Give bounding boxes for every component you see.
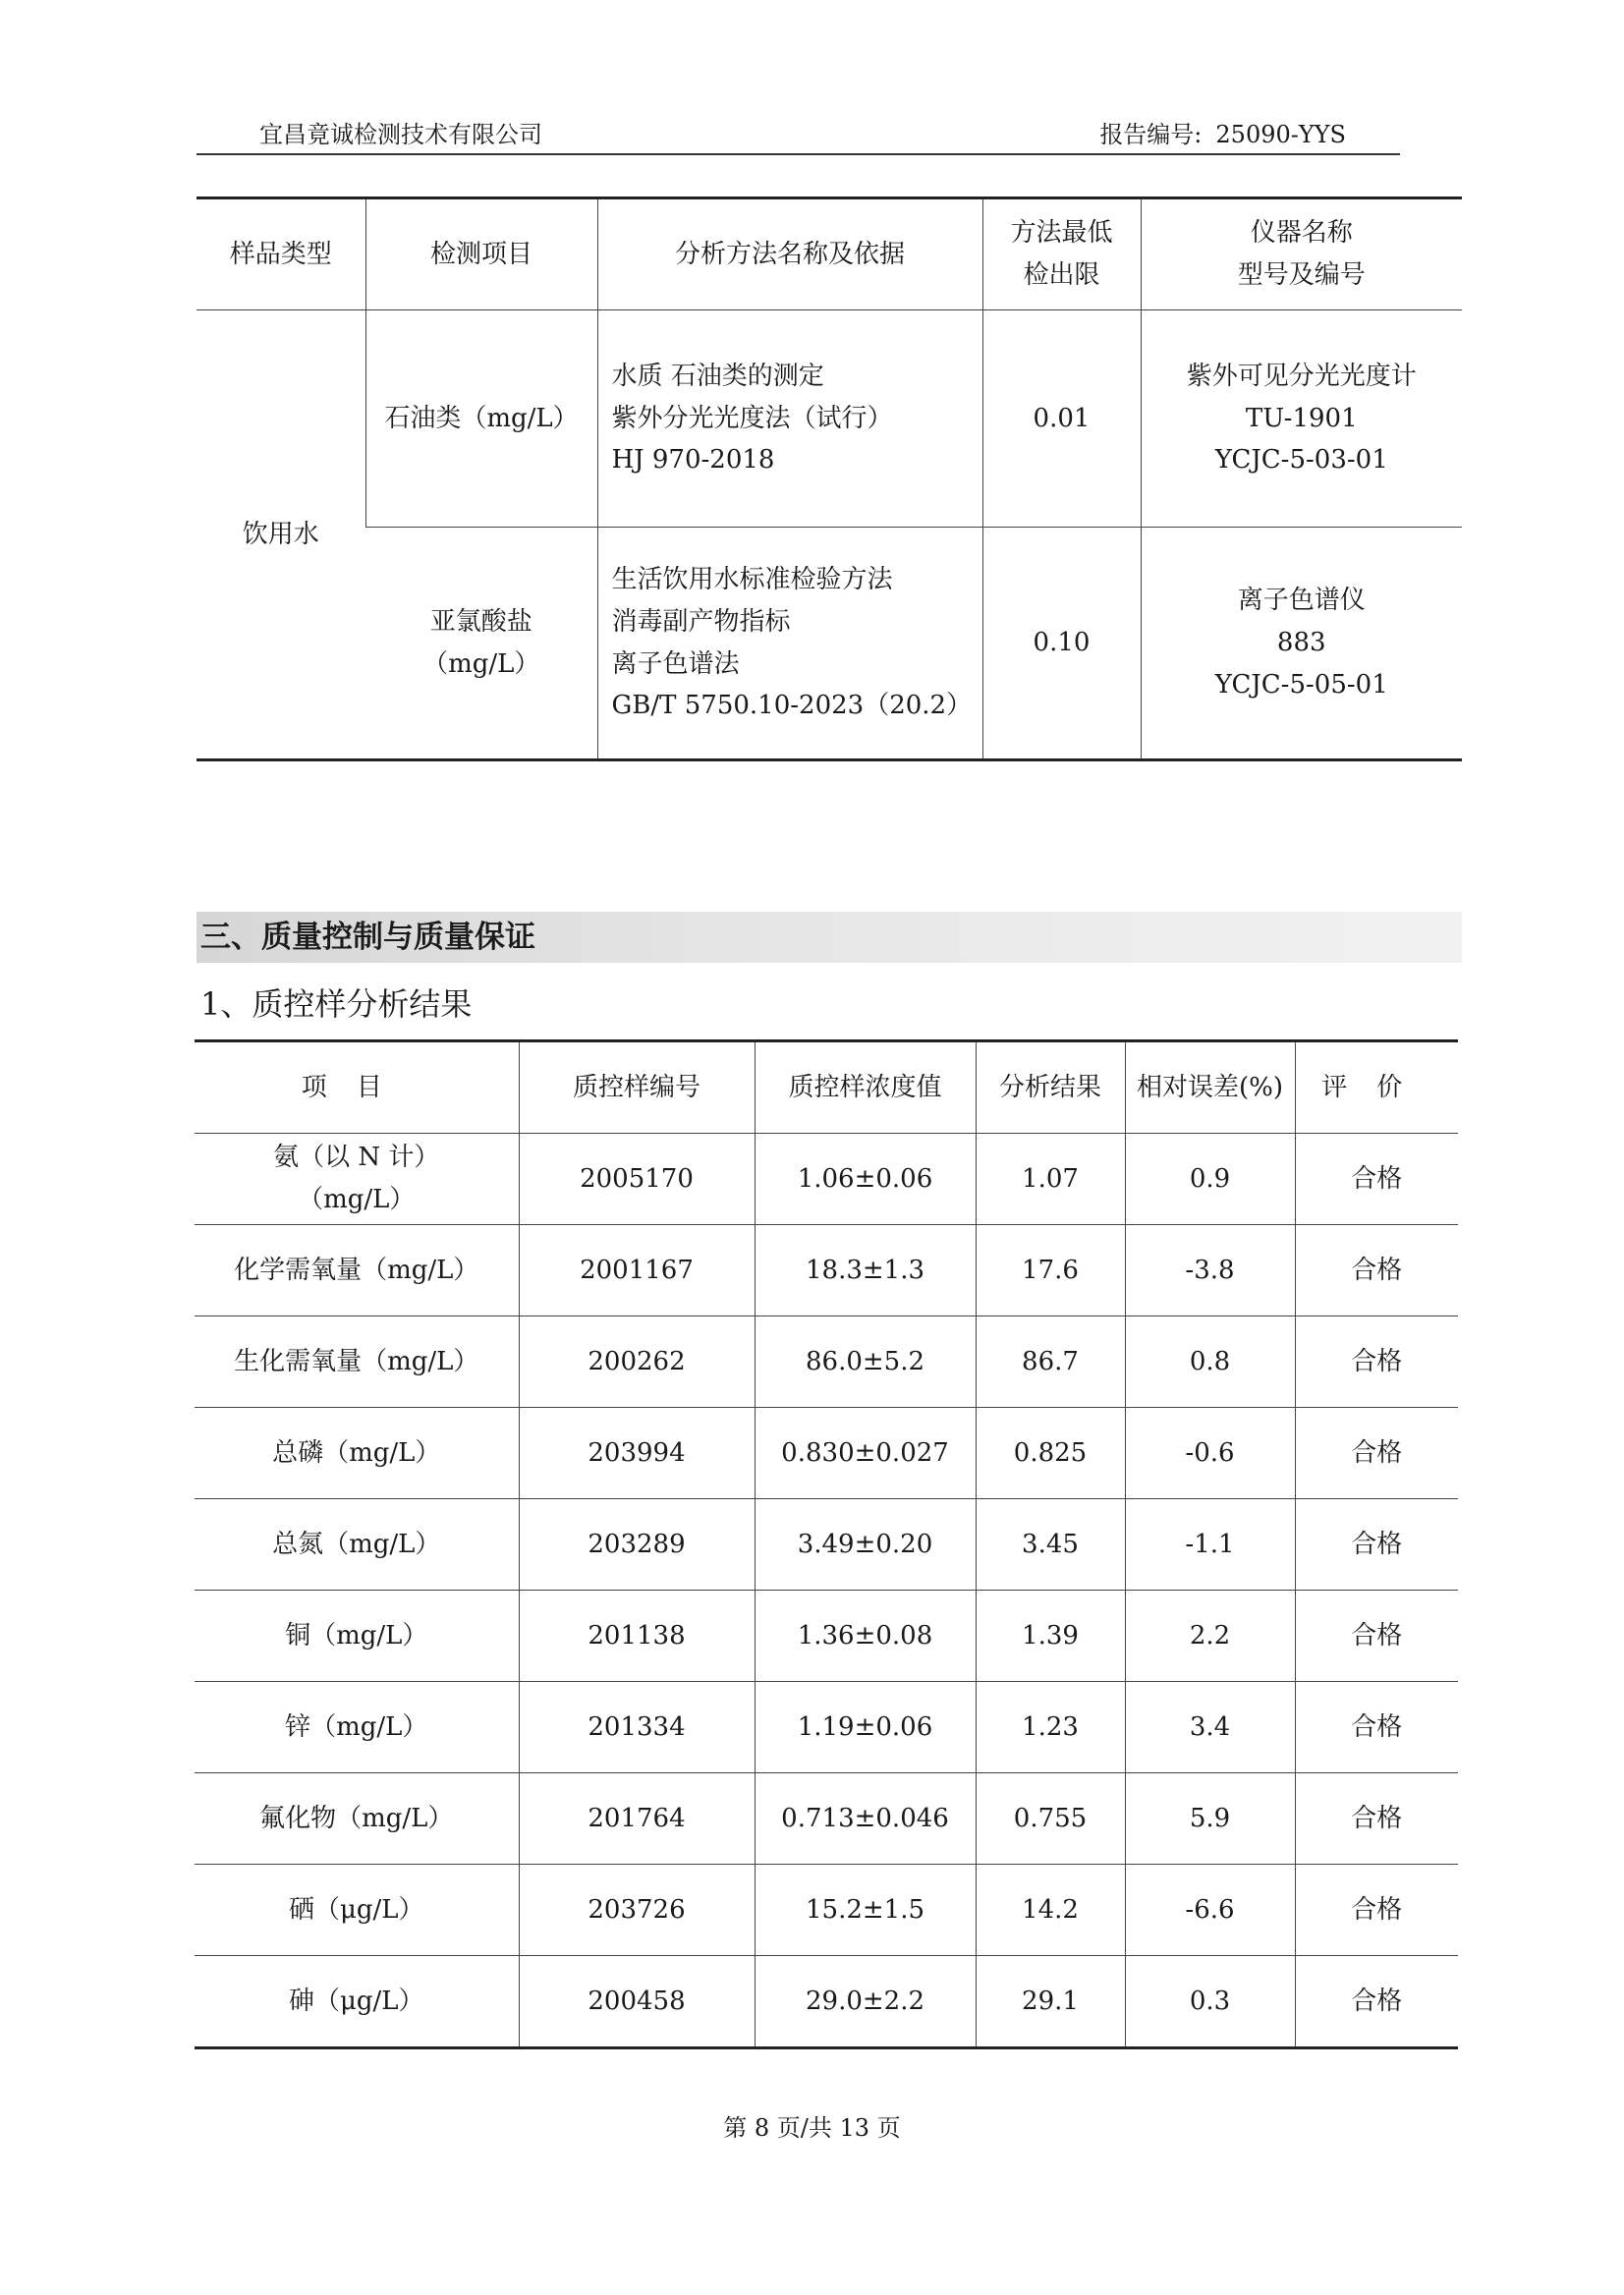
qc-error-cell: 0.8 [1125, 1316, 1295, 1408]
qc-concentration-cell: 15.2±1.5 [755, 1865, 976, 1956]
table-row [195, 1134, 1458, 1225]
qc-result-cell: 0.825 [976, 1408, 1125, 1499]
qc-item-cell [195, 1225, 519, 1316]
qc-evaluation-cell: 合格 [1295, 1956, 1458, 2048]
table-row [195, 1773, 1458, 1865]
header-limit-line: 方法最低 [1010, 218, 1113, 249]
qc-item-line: 铜（mg/L） [285, 1620, 428, 1651]
qc-result-cell: 0.755 [976, 1773, 1125, 1865]
qc-evaluation-cell: 合格 [1295, 1408, 1458, 1499]
table-row [195, 1865, 1458, 1956]
qc-result-cell: 17.6 [976, 1225, 1125, 1316]
qc-error-cell: -0.6 [1125, 1408, 1295, 1499]
qc-item-line: 化学需氧量（mg/L） [234, 1255, 479, 1285]
qc-error-cell: 5.9 [1125, 1773, 1295, 1865]
header-instrument [1141, 198, 1462, 310]
qc-result-cell: 1.39 [976, 1591, 1125, 1682]
qc-item-line: 硒（μg/L） [288, 1894, 424, 1925]
qc-item-line: 锌（mg/L） [285, 1711, 428, 1742]
qc-item-cell [195, 1865, 519, 1956]
report-number-value: 25090-YYS [1215, 121, 1346, 148]
table-row [195, 1956, 1458, 2048]
method-line: 消毒副产物指标 [611, 606, 791, 637]
item-line: 亚氯酸盐 [429, 606, 532, 637]
page-number: 第 8 页/共 13 页 [723, 2114, 901, 2142]
qc-sample-no-cell: 2001167 [519, 1225, 755, 1316]
qc-evaluation-cell: 合格 [1295, 1134, 1458, 1225]
qc-item-cell [195, 1956, 519, 2048]
qc-result-cell: 1.23 [976, 1682, 1125, 1773]
qc-sample-no-cell: 201138 [519, 1591, 755, 1682]
header-instrument-line: 仪器名称 [1250, 218, 1353, 249]
qc-evaluation-cell: 合格 [1295, 1682, 1458, 1773]
header-qc-evaluation [1295, 1041, 1458, 1134]
item-cell [365, 310, 597, 528]
qc-evaluation-cell: 合格 [1295, 1499, 1458, 1591]
qc-item-line: （mg/L） [298, 1185, 416, 1214]
qc-error-cell: 0.9 [1125, 1134, 1295, 1225]
qc-concentration-cell: 0.830±0.027 [755, 1408, 976, 1499]
qc-item-line: 总磷（mg/L） [272, 1437, 441, 1468]
qc-item-cell [195, 1134, 519, 1225]
qc-item-line: 砷（μg/L） [288, 1986, 424, 2016]
header-detection-limit [982, 198, 1141, 310]
qc-item-cell [195, 1316, 519, 1408]
qc-result-cell: 14.2 [976, 1865, 1125, 1956]
report-number [1099, 115, 1400, 149]
report-number-label: 报告编号: [1099, 121, 1203, 148]
qc-concentration-cell: 1.19±0.06 [755, 1682, 976, 1773]
qc-item-cell [195, 1682, 519, 1773]
method-line: 水质 石油类的测定 [611, 361, 824, 391]
limit-cell: 0.10 [982, 528, 1141, 760]
method-line: GB/T 5750.10-2023（20.2） [611, 691, 973, 721]
instrument-line: 离子色谱仪 [1237, 586, 1366, 616]
qc-item-cell [195, 1408, 519, 1499]
qc-table-body [195, 1134, 1458, 2048]
qc-error-cell: -1.1 [1125, 1499, 1295, 1591]
qc-sample-no-cell: 203994 [519, 1408, 755, 1499]
method-line: 紫外分光光度法（试行） [611, 403, 893, 433]
method-cell [597, 528, 982, 760]
page-header [196, 110, 1400, 155]
table-row [195, 1225, 1458, 1316]
qc-sample-no-cell: 2005170 [519, 1134, 755, 1225]
section-subtitle: 1、质控样分析结果 [200, 985, 473, 1023]
qc-error-cell: 3.4 [1125, 1682, 1295, 1773]
qc-error-cell: 2.2 [1125, 1591, 1295, 1682]
methods-row [196, 528, 1462, 760]
qc-concentration-cell: 86.0±5.2 [755, 1316, 976, 1408]
qc-result-cell: 29.1 [976, 1956, 1125, 2048]
sample-type-cell: 饮用水 [242, 519, 319, 549]
qc-sample-no-cell: 201334 [519, 1682, 755, 1773]
qc-results-table [195, 1039, 1458, 2049]
limit-cell: 0.01 [982, 310, 1141, 528]
header-method: 分析方法名称及依据 [597, 198, 982, 310]
qc-evaluation-cell: 合格 [1295, 1865, 1458, 1956]
qc-item-cell [195, 1499, 519, 1591]
qc-header-row [195, 1041, 1458, 1134]
header-qc-result: 分析结果 [976, 1041, 1125, 1134]
instrument-line: TU-1901 [1245, 403, 1358, 433]
header-qc-error: 相对误差(%) [1125, 1041, 1295, 1134]
qc-sample-no-cell: 203726 [519, 1865, 755, 1956]
instrument-cell [1141, 310, 1462, 528]
header-qc-evaluation-label: 评价 [1321, 1072, 1432, 1102]
header-limit-line: 检出限 [1023, 260, 1100, 290]
qc-concentration-cell: 18.3±1.3 [755, 1225, 976, 1316]
qc-sample-no-cell: 200458 [519, 1956, 755, 2048]
method-line: 生活饮用水标准检验方法 [611, 564, 893, 594]
qc-error-cell: 0.3 [1125, 1956, 1295, 2048]
header-instrument-line: 型号及编号 [1237, 260, 1366, 290]
table-row [195, 1408, 1458, 1499]
qc-sample-no-cell: 200262 [519, 1316, 755, 1408]
qc-evaluation-cell: 合格 [1295, 1591, 1458, 1682]
header-qc-item [195, 1041, 519, 1134]
item-line: 石油类（mg/L） [384, 403, 579, 433]
qc-concentration-cell: 29.0±2.2 [755, 1956, 976, 2048]
qc-item-line: 总氮（mg/L） [272, 1529, 441, 1559]
qc-item-cell [195, 1773, 519, 1865]
method-cell [597, 310, 982, 528]
qc-result-cell: 3.45 [976, 1499, 1125, 1591]
instrument-cell [1141, 528, 1462, 760]
instrument-line: 紫外可见分光光度计 [1186, 361, 1417, 391]
table-row [195, 1591, 1458, 1682]
method-line: HJ 970-2018 [611, 445, 775, 476]
header-qc-sample-no: 质控样编号 [519, 1041, 755, 1134]
section-title: 三、质量控制与质量保证 [196, 912, 1462, 963]
instrument-line: 883 [1276, 628, 1326, 658]
table-row [195, 1316, 1458, 1408]
company-name: 宜昌竟诚检测技术有限公司 [259, 121, 542, 148]
item-cell [365, 528, 597, 760]
qc-evaluation-cell: 合格 [1295, 1773, 1458, 1865]
qc-item-line: 生化需氧量（mg/L） [234, 1346, 479, 1376]
methods-row [196, 310, 1462, 528]
qc-item-line: 氨（以 N 计） [273, 1143, 440, 1173]
methods-header-row [196, 198, 1462, 310]
instrument-line: YCJC-5-05-01 [1214, 669, 1388, 700]
qc-sample-no-cell: 203289 [519, 1499, 755, 1591]
methods-table [196, 196, 1462, 761]
instrument-line: YCJC-5-03-01 [1214, 445, 1388, 476]
qc-item-line: 氟化物（mg/L） [259, 1803, 454, 1833]
qc-concentration-cell: 0.713±0.046 [755, 1773, 976, 1865]
table-row [195, 1682, 1458, 1773]
qc-result-cell: 86.7 [976, 1316, 1125, 1408]
qc-error-cell: -6.6 [1125, 1865, 1295, 1956]
qc-item-cell [195, 1591, 519, 1682]
table-row [195, 1499, 1458, 1591]
qc-concentration-cell: 1.06±0.06 [755, 1134, 976, 1225]
qc-concentration-cell: 1.36±0.08 [755, 1591, 976, 1682]
qc-evaluation-cell: 合格 [1295, 1316, 1458, 1408]
qc-concentration-cell: 3.49±0.20 [755, 1499, 976, 1591]
header-qc-item-label: 项目 [301, 1072, 412, 1102]
header-qc-concentration: 质控样浓度值 [755, 1041, 976, 1134]
qc-error-cell: -3.8 [1125, 1225, 1295, 1316]
qc-sample-no-cell: 201764 [519, 1773, 755, 1865]
qc-evaluation-cell: 合格 [1295, 1225, 1458, 1316]
header-item: 检测项目 [365, 198, 597, 310]
item-line: （mg/L） [422, 648, 540, 679]
qc-result-cell: 1.07 [976, 1134, 1125, 1225]
header-sample-type: 样品类型 [196, 198, 365, 310]
method-line: 离子色谱法 [611, 648, 740, 679]
